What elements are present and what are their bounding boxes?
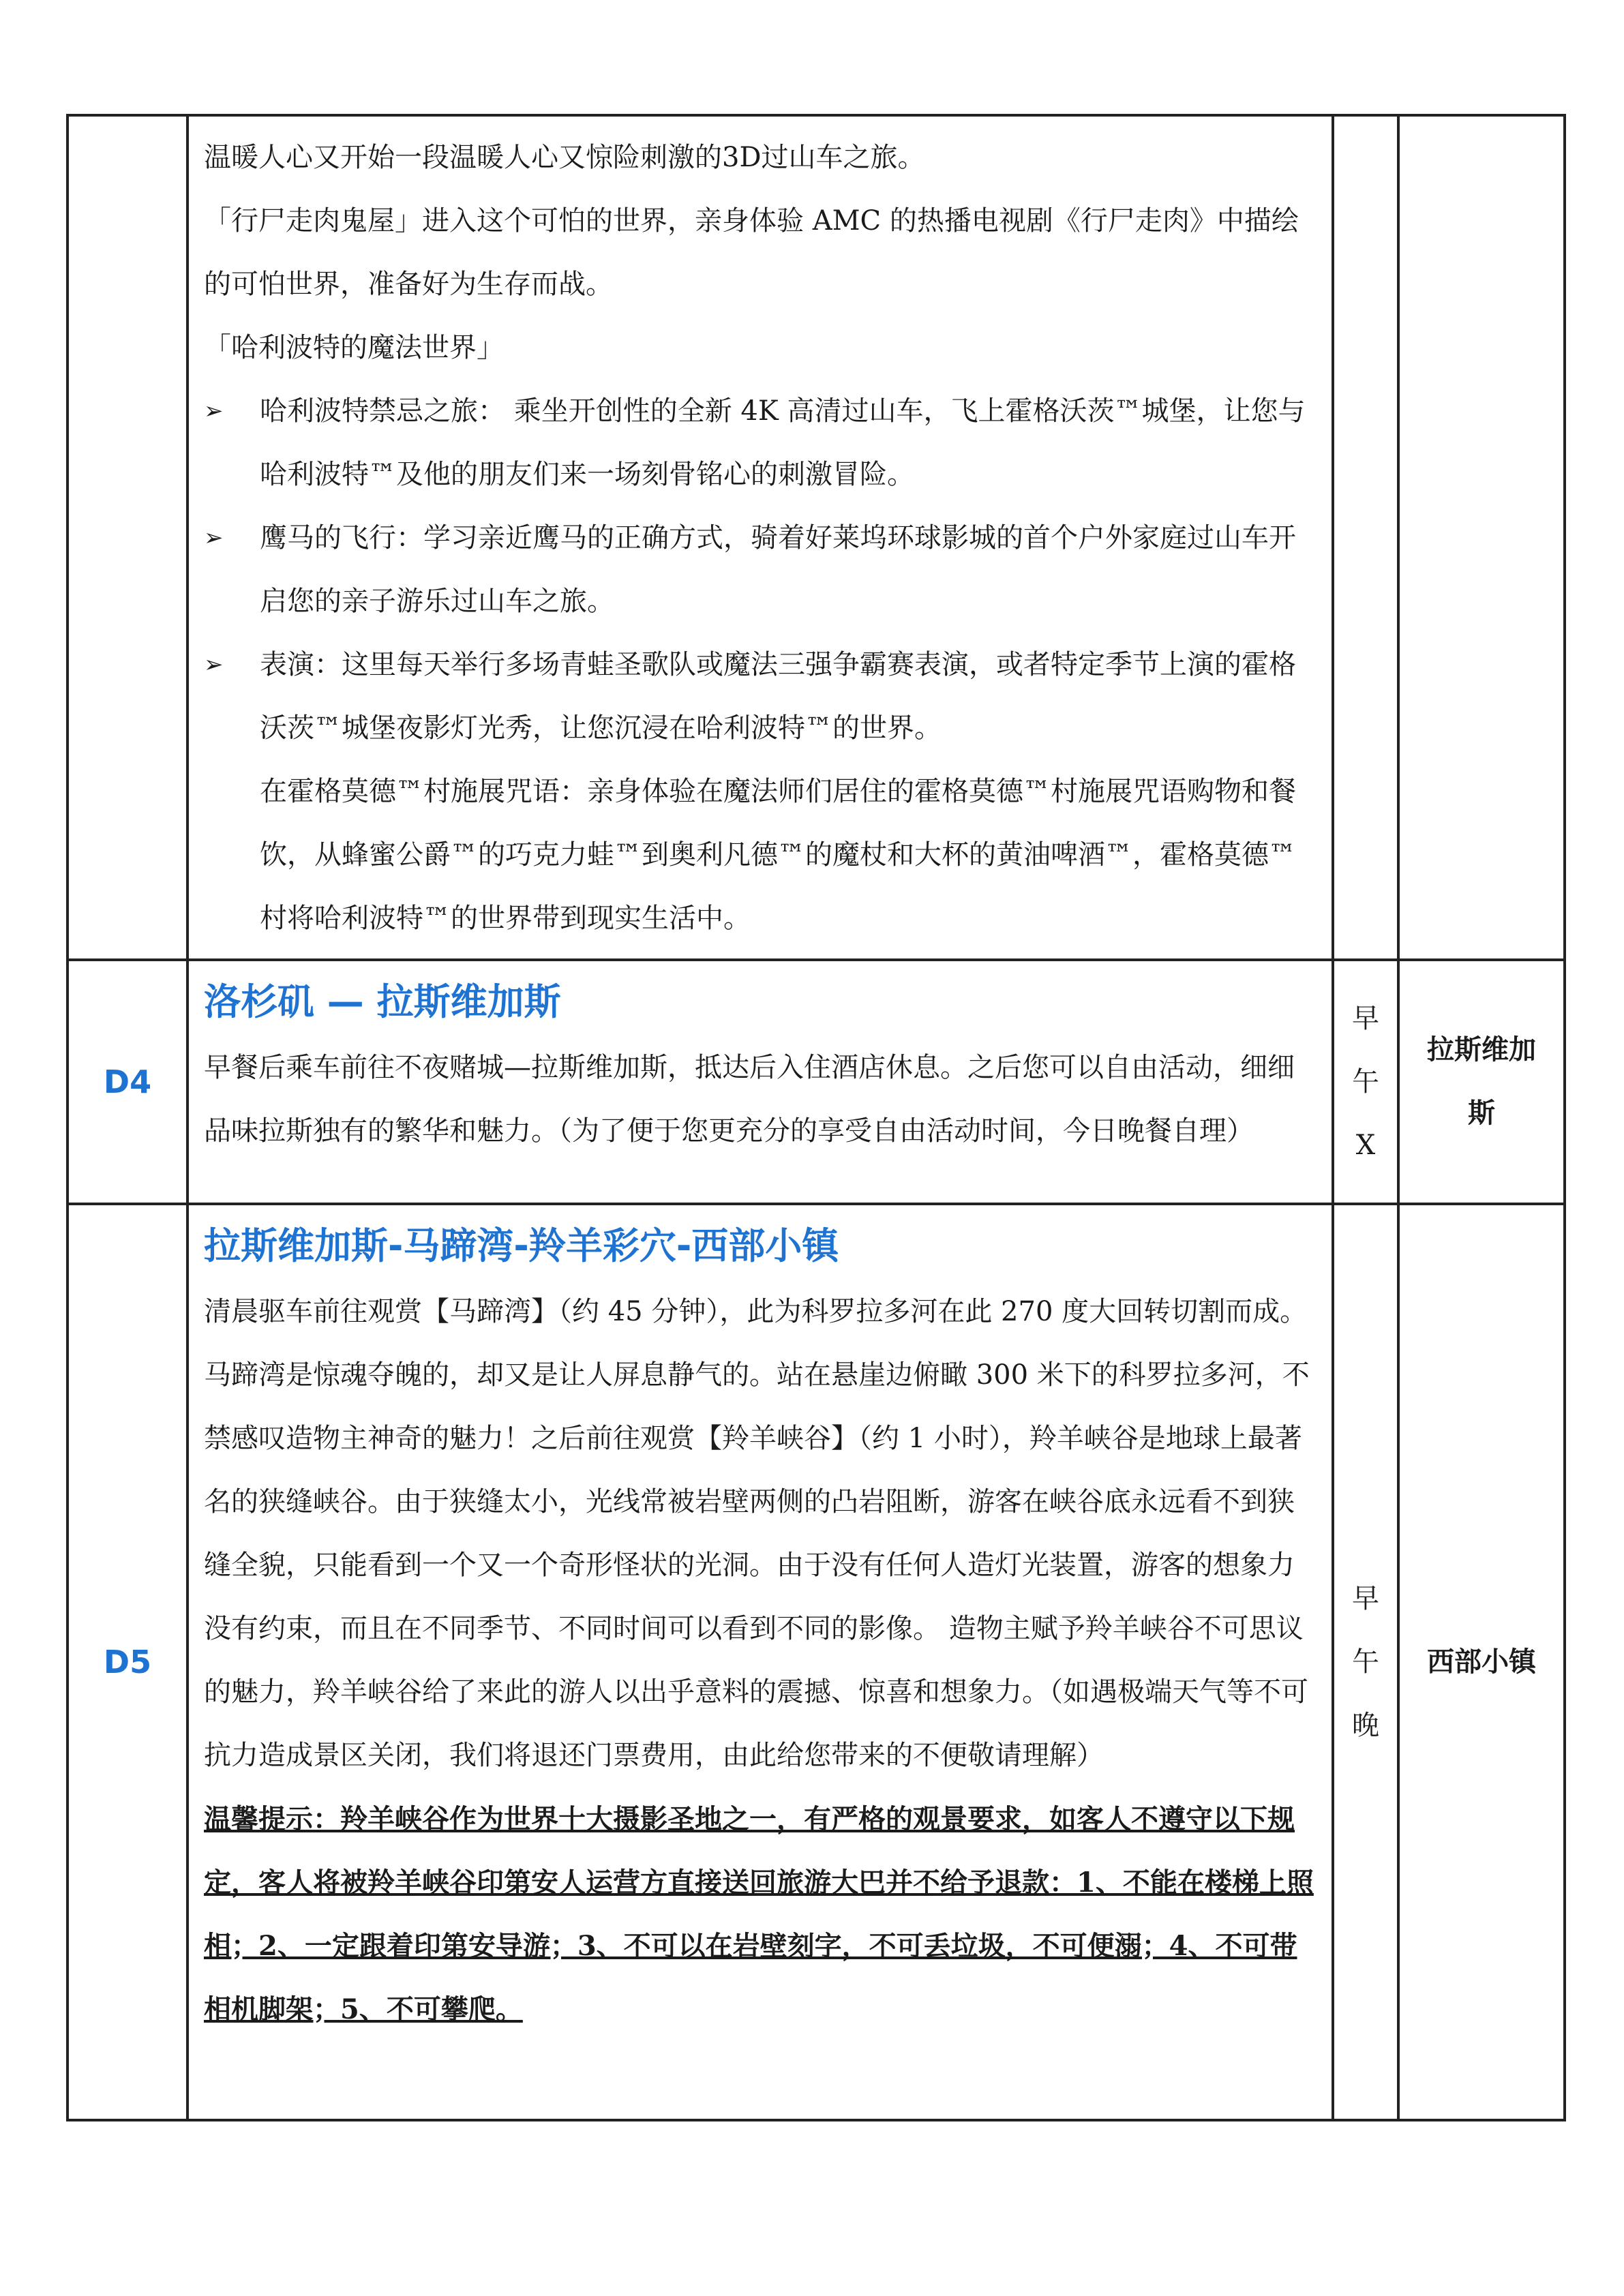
itinerary-row-d5 — [67, 1204, 1565, 2120]
warm-tip: 温馨提示：羚羊峡谷作为世界十大摄影圣地之一，有严格的观景要求，如客人不遵守以下规定，客人将被羚羊峡谷印第安人运营方直接送回旅游大巴并不给予退款：1、不能在楼梯上照相；2、一定跟着印第安导游；3、不可以在岩壁刻字，不可丢垃圾，不可便溺；4、不可带相机脚架；5、不可攀爬。 — [204, 1803, 1314, 2025]
meal-lunch: 午 — [1352, 1066, 1379, 1098]
day-title: 洛杉矶 — 拉斯维加斯 — [204, 980, 561, 1023]
arrow-bullet-icon: ➢ — [204, 524, 224, 552]
hotel-cell — [1398, 1204, 1565, 2120]
arrow-bullet-icon: ➢ — [204, 651, 224, 678]
paragraph: 早餐后乘车前往不夜赌城—拉斯维加斯，抵达后入住酒店休息。之后您可以自由活动，细细品味拉斯独有的繁华和魅力。（为了便于您更充分的享受自由活动时间，今日晚餐自理） — [204, 1052, 1295, 1147]
paragraph: 温暖人心又开始一段温暖人心又惊险刺激的3D过山车之旅。 — [204, 142, 925, 173]
meal-dinner: 晚 — [1352, 1709, 1379, 1741]
paragraph: 清晨驱车前往观赏【马蹄湾】（约 45 分钟），此为科罗拉多河在此 270 度大回转切割而成。马蹄湾是惊魂夺魄的，却又是让人屏息静气的。站在悬崖边俯瞰 300 米下的科罗拉多河，不禁感叹造物主神奇的魅力！之后前往观赏【羚羊峡谷】（约 1 小时），羚羊峡谷是地球上最著名的狭缝峡谷。由于狭缝太小，光线常被岩壁两侧的凸岩阻断，游客在峡谷底永远看不到狭缝全貌，只能看到一个又一个奇形怪状的光洞。由于没有任何人造灯光装置，游客的想象力没有约束，而且在不同季节、不同时间可以看到不同的影像。 造物主赋予羚羊峡谷不可思议的魅力，羚羊峡谷给了来此的游人以出乎意料的震撼、惊喜和想象力。（如遇极端天气等不可抗力造成景区关闭，我们将退还门票费用，由此给您带来的不便敬请理解） — [204, 1296, 1310, 1771]
day-title: 拉斯维加斯-马蹄湾-羚羊彩穴-西部小镇 — [204, 1224, 839, 1267]
meal-cell — [1333, 1204, 1398, 2120]
meal-breakfast: 早 — [1352, 1002, 1379, 1034]
arrow-bullet-icon: ➢ — [204, 397, 224, 425]
meal-dinner: X — [1355, 1129, 1376, 1161]
day-label: D5 — [67, 1204, 187, 2120]
day-cell — [67, 115, 187, 960]
bullet-item: ➢ 表演：这里每天举行多场青蛙圣歌队或魔法三强争霸赛表演，或者特定季节上演的霍格沃茨™城堡夜影灯光秀，让您沉浸在哈利波特™的世界。 — [204, 633, 1318, 760]
content-cell — [187, 1204, 1333, 2120]
hotel-cell — [1398, 960, 1565, 1204]
itinerary-row-d4 — [67, 960, 1565, 1204]
meal-lunch: 午 — [1352, 1646, 1379, 1678]
itinerary-row-continued — [67, 115, 1565, 960]
hotel-name: 拉斯维加斯 — [1427, 1034, 1536, 1129]
meal-cell — [1333, 115, 1398, 960]
paragraph: 「哈利波特的魔法世界」 — [204, 332, 504, 363]
hotel-cell — [1398, 115, 1565, 960]
hotel-name: 西部小镇 — [1427, 1646, 1536, 1678]
day-label: D4 — [67, 960, 187, 1204]
bullet-item: ➢ 鹰马的飞行：学习亲近鹰马的正确方式，骑着好莱坞环球影城的首个户外家庭过山车开启您的亲子游乐过山车之旅。 — [204, 507, 1318, 633]
indented-paragraph: 在霍格莫德™村施展咒语：亲身体验在魔法师们居住的霍格莫德™村施展咒语购物和餐饮，从蜂蜜公爵™的巧克力蛙™到奥利凡德™的魔杖和大杯的黄油啤酒™，霍格莫德™村将哈利波特™的世界带到现实生活中。 — [260, 776, 1296, 934]
itinerary-table — [66, 114, 1566, 2121]
content-cell — [187, 115, 1333, 960]
paragraph: 「行尸走肉鬼屋」进入这个可怕的世界，亲身体验 AMC 的热播电视剧《行尸走肉》中描绘的可怕世界，准备好为生存而战。 — [204, 205, 1299, 300]
meal-cell — [1333, 960, 1398, 1204]
bullet-item: ➢ 哈利波特禁忌之旅： 乘坐开创性的全新 4K 高清过山车，飞上霍格沃茨™城堡，让您与哈利波特™及他的朋友们来一场刻骨铭心的刺激冒险。 — [204, 380, 1318, 507]
meal-breakfast: 早 — [1352, 1582, 1379, 1614]
content-cell — [187, 960, 1333, 1204]
